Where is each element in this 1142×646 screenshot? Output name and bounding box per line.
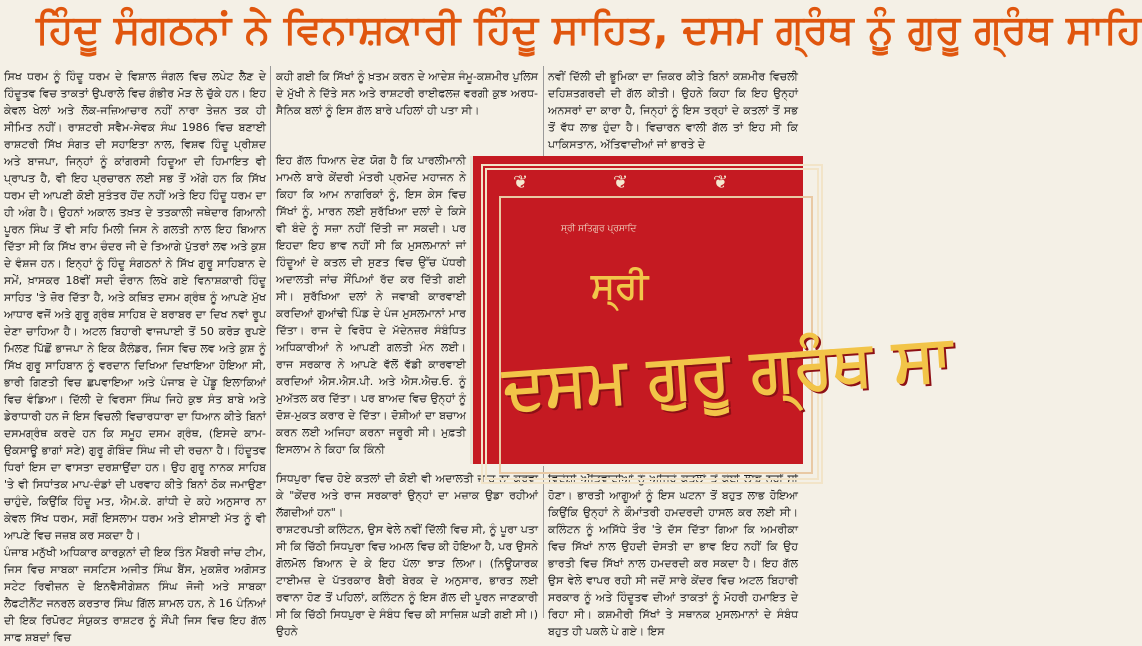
- article-column-1: [4, 68, 266, 644]
- column-divider: [270, 66, 271, 618]
- ornament-icon: ❦: [613, 172, 629, 193]
- article-column-2-bottom: [276, 470, 538, 638]
- article-column-3-top: [548, 68, 798, 150]
- cover-title: ਦਸਮ ਗੁਰੂ ਗ੍ਰੰਥ ਸਾ: [500, 320, 955, 425]
- ornament-icon: ❦: [713, 172, 729, 193]
- column-divider: [543, 466, 544, 618]
- headline-text: ਹਿੰਦੂ ਸੰਗਠਨਾਂ ਨੇ ਵਿਨਾਸ਼ਕਾਰੀ ਹਿੰਦੂ ਸਾਹਿਤ, ਦਸਮ ਗ੍ਰੰਥ ਨੂੰ ਗੁਰੂ ਗ੍ਰੰਥ ਸਾਹਿ: [36, 7, 1142, 53]
- paragraph: ਰਾਸ਼ਟਰਪਤੀ ਕਲਿੰਟਨ, ਉਸ ਵੇਲੇ ਨਵੀਂ ਦਿੱਲੀ ਵਿਚ ਸੀ, ਨੂੰ ਪੂਰਾ ਪਤਾ ਸੀ ਕਿ ਚਿੱਠੀ ਸਿਧਪੁਰਾ ਵਿਚ ਅਮਲ ਵਿਚ ਕੀ ਹੋਇਆ ਹੈ, ਪਰ ਉਸਨੇ ਗੋਲਮੋਲ ਬਿਆਨ ਦੇ ਕੇ ਇਹ ਪੱਲਾ ਝਾੜ ਲਿਆ। (ਨਿਊਯਾਰਕ ਟਾਈਮਜ਼ ਦੇ ਪੱਤਰਕਾਰ ਬੈਰੀ ਬੇਰਕ ਦੇ ਅਨੁਸਾਰ, ਭਾਰਤ ਲਈ ਰਵਾਨਾ ਹੋਣ ਤੋਂ ਪਹਿਲਾਂ, ਕਲਿੰਟਨ ਨੂੰ ਇਸ ਗੱਲ ਦੀ ਪੂਰਨ ਜਾਣਕਾਰੀ ਸੀ ਕਿ ਚਿੱਠੀ ਸਿਧਪੁਰਾ ਦੇ ਸੰਬੰਧ ਵਿਚ ਕੀ ਸਾਜ਼ਿਸ਼ ਘੜੀ ਗਈ ਸੀ।) ਉਹਨੇ: [276, 523, 538, 638]
- paragraph: ਸਿਧਪੁਰਾ ਵਿਚ ਹੋਏ ਕਤਲਾਂ ਦੀ ਕੋਈ ਵੀ ਅਦਾਲਤੀ ਜਾਂਚ ਨਾ ਕਰਵਾ ਕੇ "ਕੇਂਦਰ ਅਤੇ ਰਾਜ ਸਰਕਾਰਾਂ ਉਨ੍ਹਾਂ ਦਾ ਮਜ਼ਾਕ ਉਡਾ ਰਹੀਆਂ ਲੱਗਦੀਆਂ ਹਨ"।: [276, 472, 538, 519]
- paragraph: ਇਹ ਗੱਲ ਧਿਆਨ ਦੇਣ ਯੋਗ ਹੈ ਕਿ ਪਾਰਲੀਮਾਨੀ ਮਾਮਲੇ ਬਾਰੇ ਕੇਂਦਰੀ ਮੰਤਰੀ ਪ੍ਰਮੋਦ ਮਹਾਜਨ ਨੇ ਕਿਹਾ ਕਿ ਆਮ ਨਾਗਰਿਕਾਂ ਨੂੰ, ਇਸ ਕੇਸ ਵਿਚ ਸਿੱਖਾਂ ਨੂੰ, ਮਾਰਨ ਲਈ ਸੁਰੱਖਿਆ ਦਲਾਂ ਦੇ ਕਿਸੇ ਵੀ ਬੰਦੇ ਨੂੰ ਸਜ਼ਾ ਨਹੀਂ ਦਿੱਤੀ ਜਾ ਸਕਦੀ। ਪਰ ਇਹਦਾ ਇਹ ਭਾਵ ਨਹੀਂ ਸੀ ਕਿ ਮੁਸਲਮਾਨਾਂ ਜਾਂ ਹਿੰਦੂਆਂ ਦੇ ਕਤਲ ਦੀ ਸੁਣਤ ਵਿਚ ਉੱਚ ਪੱਧਰੀ ਅਦਾਲਤੀ ਜਾਂਚ ਸੌਂਪਿਆਂ ਰੱਦ ਕਰ ਦਿੱਤੀ ਗਈ ਸੀ। ਸੁਰੱਖਿਆ ਦਲਾਂ ਨੇ ਜਵਾਬੀ ਕਾਰਵਾਈ ਕਰਦਿਆਂ ਗੁਆਂਢੀ ਪਿੰਡ ਦੇ ਪੰਜ ਮੁਸਲਮਾਨਾਂ ਮਾਰ ਦਿੱਤਾ। ਰਾਜ ਦੇ ਵਿਰੋਧ ਦੇ ਮੱਦੇਨਜ਼ਰ ਸੰਬੰਧਿਤ ਅਧਿਕਾਰੀਆਂ ਨੇ ਆਪਣੀ ਗਲਤੀ ਮੰਨ ਲਈ। ਰਾਜ ਸਰਕਾਰ ਨੇ ਆਪਣੇ ਵੱਲੋਂ ਵੱਡੀ ਕਾਰਵਾਈ ਕਰਦਿਆਂ ਐਸ.ਐਸ.ਪੀ. ਅਤੇ ਐਸ.ਐਚ.ਓ. ਨੂੰ ਮੁਅੱਤਲ ਕਰ ਦਿੱਤਾ। ਪਰ ਬਾਅਦ ਵਿਚ ਉਨ੍ਹਾਂ ਨੂੰ ਦੋਸ਼-ਮੁਕਤ ਕਰਾਰ ਦੇ ਦਿੱਤਾ। ਦੋਸ਼ੀਆਂ ਦਾ ਬਚਾਅ ਕਰਨ ਲਈ ਅਜਿਹਾ ਕਰਨਾ ਜਰੂਰੀ ਸੀ। ਮੁਫ਼ਤੀ ਇਸਲਾਮ ਨੇ ਕਿਹਾ ਕਿ ਕਿੰਨੀ: [276, 154, 466, 456]
- paragraph: ਵਿਦੇਸ਼ੀ ਅੱਤਿਵਾਦੀਆਂ ਨੂੰ ਅਜਿਹੇ ਕਤਲਾਂ ਤੋਂ ਕੋਈ ਲਾਭ ਨਹੀਂ ਸੀ ਹੋਣਾ। ਭਾਰਤੀ ਆਗੂਆਂ ਨੂੰ ਇਸ ਘਟਨਾ ਤੋਂ ਬਹੁਤ ਲਾਭ ਹੋਇਆ ਕਿਉਂਕਿ ਉਨ੍ਹਾਂ ਨੇ ਕੌਮਾਂਤਰੀ ਹਮਦਰਦੀ ਹਾਸਲ ਕਰ ਲਈ ਸੀ। ਕਲਿੰਟਨ ਨੂੰ ਅਸਿੱਧੇ ਤੌਰ 'ਤੇ ਦੱਸ ਦਿੱਤਾ ਗਿਆ ਕਿ ਅਮਰੀਕਾ ਵਿਚ ਸਿੱਖਾਂ ਨਾਲ ਉਹਦੀ ਦੋਸਤੀ ਦਾ ਭਾਵ ਇਹ ਨਹੀਂ ਕਿ ਉਹ ਭਾਰਤੀ ਵਿਚ ਸਿੱਖਾਂ ਨਾਲ ਹਮਦਰਦੀ ਕਰ ਸਕਦਾ ਹੈ। ਇਹ ਗੱਲ ਉਸ ਵੇਲੇ ਵਾਪਰ ਰਹੀ ਸੀ ਜਦੋਂ ਸਾਰੇ ਕੇਂਦਰ ਵਿਚ ਅਟਲ ਬਿਹਾਰੀ ਸਰਕਾਰ ਨੂੰ ਅਤੇ ਹਿੰਦੂਤਵ ਦੀਆਂ ਤਾਕਤਾਂ ਨੂੰ ਮੋਹਰੀ ਹਮਾਇਤ ਦੇ ਰਿਹਾ ਸੀ। ਕਸ਼ਮੀਰੀ ਸਿੱਖਾਂ ਤੇ ਸਥਾਨਕ ਮੁਸਲਮਾਨਾਂ ਦੇ ਸੰਬੰਧ ਬਹੁਤ ਹੀ ਪਕਲੇ ਪੇ ਗਏ। ਇਸ: [548, 472, 798, 638]
- paragraph: ਕਹੀ ਗਈ ਕਿ ਸਿੱਖਾਂ ਨੂੰ ਖ਼ਤਮ ਕਰਨ ਦੇ ਆਦੇਸ਼ ਜੰਮੂ-ਕਸ਼ਮੀਰ ਪੁਲਿਸ ਦੇ ਮੁੱਖੀ ਨੇ ਦਿੱਤੇ ਸਨ ਅਤੇ ਰਾਸ਼ਟਰੀ ਰਾਈਫਲਜ਼ ਵਰਗੀ ਕੁਝ ਅਰਧ-ਸੈਨਿਕ ਬਲਾਂ ਨੂੰ ਇਸ ਗੱਲ ਬਾਰੇ ਪਹਿਲਾਂ ਹੀ ਪਤਾ ਸੀ।: [276, 70, 538, 117]
- cover-small-text: ਸ੍ਰੀ ਸਤਿਗੁਰ ਪ੍ਰਸਾਦਿ: [561, 224, 637, 234]
- paragraph: ਸਿਖ ਧਰਮ ਨੂੰ ਹਿੰਦੂ ਧਰਮ ਦੇ ਵਿਸ਼ਾਲ ਜੰਗਲ ਵਿਚ ਲਪੇਟ ਲੈਣ ਦੇ ਹਿੰਦੂਤਵ ਵਿਚ ਤਾਕਤਾਂ ਉਪਰਾਲੇ ਵਿਚ ਗੰਭੀਰ ਮੋੜ ਲੇ ਚੁੱਕੇ ਹਨ। ਇਹ ਕੇਵਲ ਖੇਲਾਂ ਅਤੇ ਲੋਕ-ਜਜ਼ਿਆਚਾਰ ਨਹੀਂ ਨਾਰਾ ਤੇਜ਼ਨ ਤਕ ਹੀ ਸੀਮਿਤ ਨਹੀਂ। ਰਾਸ਼ਟਰੀ ਸਵੈਮ-ਸੇਵਕ ਸੰਘ 1986 ਵਿਚ ਬਣਾਈ ਰਾਸ਼ਟਰੀ ਸਿੱਖ ਸੰਗਤ ਦੀ ਸਹਾਇਤਾ ਨਾਲ, ਵਿਸ਼ਵ ਹਿੰਦੂ ਪ੍ਰੀਸ਼ਦ ਅਤੇ ਬਾਜਪਾ, ਜਿਨ੍ਹਾਂ ਨੂੰ ਕਾਂਗਰਸੀ ਹਿਦੂਆ ਦੀ ਹਿਮਾਇਤ ਵੀ ਪ੍ਰਾਪਤ ਹੈ, ਵੀ ਇਹ ਪ੍ਰਚਾਰਨ ਲਈ ਸਭ ਤੋਂ ਅੱਗੇ ਹਨ ਕਿ ਸਿੱਖ ਧਰਮ ਦੀ ਆਪਣੀ ਕੋਈ ਸੁਤੰਤਰ ਹੋਂਦ ਨਹੀਂ ਅਤੇ ਇਹ ਹਿੰਦੂ ਧਰਮ ਦਾ ਹੀ ਅੰਗ ਹੈ। ਉਹਨਾਂ ਅਕਾਲ ਤਖ਼ਤ ਦੇ ਤਤਕਾਲੀ ਜਥੇਦਾਰ ਗਿਆਨੀ ਪੂਰਨ ਸਿੰਘ ਤੋਂ ਵੀ ਸਹਿ ਮਿਲੀ ਜਿਸ ਨੇ ਗਲਤੀ ਨਾਲ ਇਹ ਬਿਆਨ ਦਿੱਤਾ ਸੀ ਕਿ ਸਿੱਖ ਰਾਮ ਚੰਦਰ ਜੀ ਦੇ ਤਿਆਗੇ ਪੁੱਤਰਾਂ ਲਵ ਅਤੇ ਕੁਸ਼ ਦੇ ਵੰਸ਼ਜ ਹਨ। ਇਨ੍ਹਾਂ ਨੂੰ ਹਿੰਦੂ ਸੰਗਠਨਾਂ ਨੇ ਸਿੱਖ ਗੁਰੂ ਸਾਹਿਬਾਨ ਦੇ ਸਮੇਂ, ਖ਼ਾਸਕਰ 18ਵੀਂ ਸਦੀ ਦੌਰਾਨ ਲਿਖੇ ਗਏ ਵਿਨਾਸ਼ਕਾਰੀ ਹਿੰਦੂ ਸਾਹਿਤ 'ਤੇ ਜ਼ੋਰ ਦਿੱਤਾ ਹੈ, ਅਤੇ ਕਥਿਤ ਦਸਮ ਗ੍ਰੰਥ ਨੂੰ ਆਪਣੇ ਮੁੱਖ ਆਧਾਰ ਵਜੋਂ ਅਤੇ ਗੁਰੂ ਗ੍ਰੰਥ ਸਾਹਿਬ ਦੇ ਬਰਾਬਰ ਦਾ ਦਿਖ ਨਵਾਂ ਰੂਪ ਦੇਣਾ ਚਾਹਿਆ ਹੈ। ਅਟਲ ਬਿਹਾਰੀ ਵਾਜਪਾਈ ਤੋਂ 50 ਕਰੋੜ ਰੁਪਏ ਮਿਲਣ ਪਿੱਛੋਂ ਭਾਜਪਾ ਨੇ ਇਕ ਕੈਲੰਡਰ, ਜਿਸ ਵਿਚ ਲਵ ਅਤੇ ਕੁਸ਼ ਨੂੰ ਸਿੱਖ ਗੁਰੂ ਸਾਹਿਬਾਨ ਨੂੰ ਵਰਦਾਨ ਦਿਖਿਆ ਦਿਖਾਇਆ ਹੋਇਆ ਸੀ, ਭਾਰੀ ਗਿਣਤੀ ਵਿਚ ਛਪਵਾਇਆ ਅਤੇ ਪੰਜਾਬ ਦੇ ਪੇਂਡੂ ਇਲਾਕਿਆਂ ਵਿਚ ਵੰਡਿਆ। ਦਿੱਲੀ ਦੇ ਵਿਰਸਾ ਸਿੰਘ ਜਿਹੇ ਕੁਝ ਸੰਤ ਬਾਬੇ ਅਤੇ ਡੇਰਾਧਾਰੀ ਹਨ ਜੋ ਇਸ ਵਿਚਲੀ ਵਿਚਾਰਧਾਰਾ ਦਾ ਧਿਆਨ ਕੀਤੇ ਬਿਨਾਂ ਦਸਮਗ੍ਰੰਥ ਕਰਦੇ ਹਨ ਕਿ ਸਮੂਹ ਦਸਮ ਗ੍ਰੰਥ, (ਇਸਦੇ ਕਾਮ-ਉਕਸਾਊ ਭਾਗਾਂ ਸਣੇ) ਗੁਰੂ ਗੋਬਿੰਦ ਸਿੰਘ ਜੀ ਦੀ ਰਚਨਾ ਹੈ। ਹਿੰਦੂਤਵ ਧਿਰਾਂ ਇਸ ਦਾ ਵਾਸਤਾ ਦਰਸ਼ਾਉਂਦਾ ਹਨ। ਉਹ ਗੁਰੂ ਨਾਨਕ ਸਾਹਿਬ 'ਤੇ ਵੀ ਸਿਧਾਂਤਕ ਮਾਪ-ਦੰਡਾਂ ਦੀ ਪਰਵਾਹ ਕੀਤੇ ਬਿਨਾਂ ਠੋਕ ਜਮਾਉਣਾ ਚਾਹੁੰਦੇ, ਕਿਉਂਕਿ ਹਿੰਦੂ ਮਤ, ਐਮ.ਕੇ. ਗਾਂਧੀ ਦੇ ਕਹੇ ਅਨੁਸਾਰ ਨਾ ਕੇਵਲ ਸਿੱਖ ਧਰਮ, ਸਗੋਂ ਇਸਲਾਮ ਧਰਮ ਅਤੇ ਈਸਾਈ ਮੱਤ ਨੂੰ ਵੀ ਆਪਣੇ ਵਿਚ ਜਜ਼ਬ ਕਰ ਸਕਦਾ ਹੈ।: [4, 70, 266, 542]
- article-column-3-bottom: [548, 470, 798, 638]
- column-divider: [543, 66, 544, 156]
- paragraph: ਪੰਜਾਬ ਮਨੁੱਖੀ ਅਧਿਕਾਰ ਕਾਰਕੁਨਾਂ ਦੀ ਇਕ ਤਿੰਨ ਮੈਂਬਰੀ ਜਾਂਚ ਟੀਮ, ਜਿਸ ਵਿਚ ਸਾਬਕਾ ਜਸਟਿਸ ਅਜੀਤ ਸਿੰਘ ਬੈਂਸ, ਮੁਕਸ਼ੋਰ ਅਗੋਸਤ ਸਟੇਟ ਰਿਵੀਜ਼ਨ ਦੇ ਇਨਵੈਸੀਗੇਸ਼ਨ ਸਿੰਘ ਜੋਜੀ ਅਤੇ ਸਾਬਕਾ ਲੈਫਟੀਨੈਂਟ ਜਨਰਲ ਕਰਤਾਰ ਸਿੰਘ ਗਿੱਲ ਸ਼ਾਮਲ ਹਨ, ਨੇ 16 ਪੰਨਿਆਂ ਦੀ ਇਕ ਰਿਪੋਰਟ ਸੰਯੁਕਤ ਰਾਸ਼ਟਰ ਨੂੰ ਸੌਂਪੀ ਜਿਸ ਵਿਚ ਇਹ ਗੱਲ ਸਾਫ ਸ਼ਬਦਾਂ ਵਿਚ: [4, 546, 266, 644]
- article-column-2-middle: [276, 152, 466, 464]
- article-column-2-top: [276, 68, 538, 150]
- cover-sri-text: ਸ੍ਰੀ: [591, 266, 649, 307]
- ornament-icon: ❦: [513, 172, 529, 193]
- headline-banner: [0, 0, 1142, 62]
- paragraph: ਨਵੀਂ ਦਿੱਲੀ ਦੀ ਭੂਮਿਕਾ ਦਾ ਜ਼ਿਕਰ ਕੀਤੇ ਬਿਨਾਂ ਕਸ਼ਮੀਰ ਵਿਚਲੀ ਦਹਿਸ਼ਤਗਰਦੀ ਦੀ ਗੱਲ ਕੀਤੀ। ਉਹਨੇ ਕਿਹਾ ਕਿ ਇਹ ਉਨ੍ਹਾਂ ਅਨਸਰਾਂ ਦਾ ਕਾਰਾ ਹੈ, ਜਿਨ੍ਹਾਂ ਨੂੰ ਇਸ ਤਰ੍ਹਾਂ ਦੇ ਕਤਲਾਂ ਤੋਂ ਸਭ ਤੋਂ ਵੱਧ ਲਾਭ ਹੁੰਦਾ ਹੈ। ਵਿਚਾਰਨ ਵਾਲੀ ਗੱਲ ਤਾਂ ਇਹ ਸੀ ਕਿ ਪਾਕਿਸਤਾਨ, ਅੱਤਿਵਾਦੀਆਂ ਜਾਂ ਭਾਰਤੇ ਦੇ: [548, 70, 798, 151]
- book-cover-photo: [470, 156, 955, 464]
